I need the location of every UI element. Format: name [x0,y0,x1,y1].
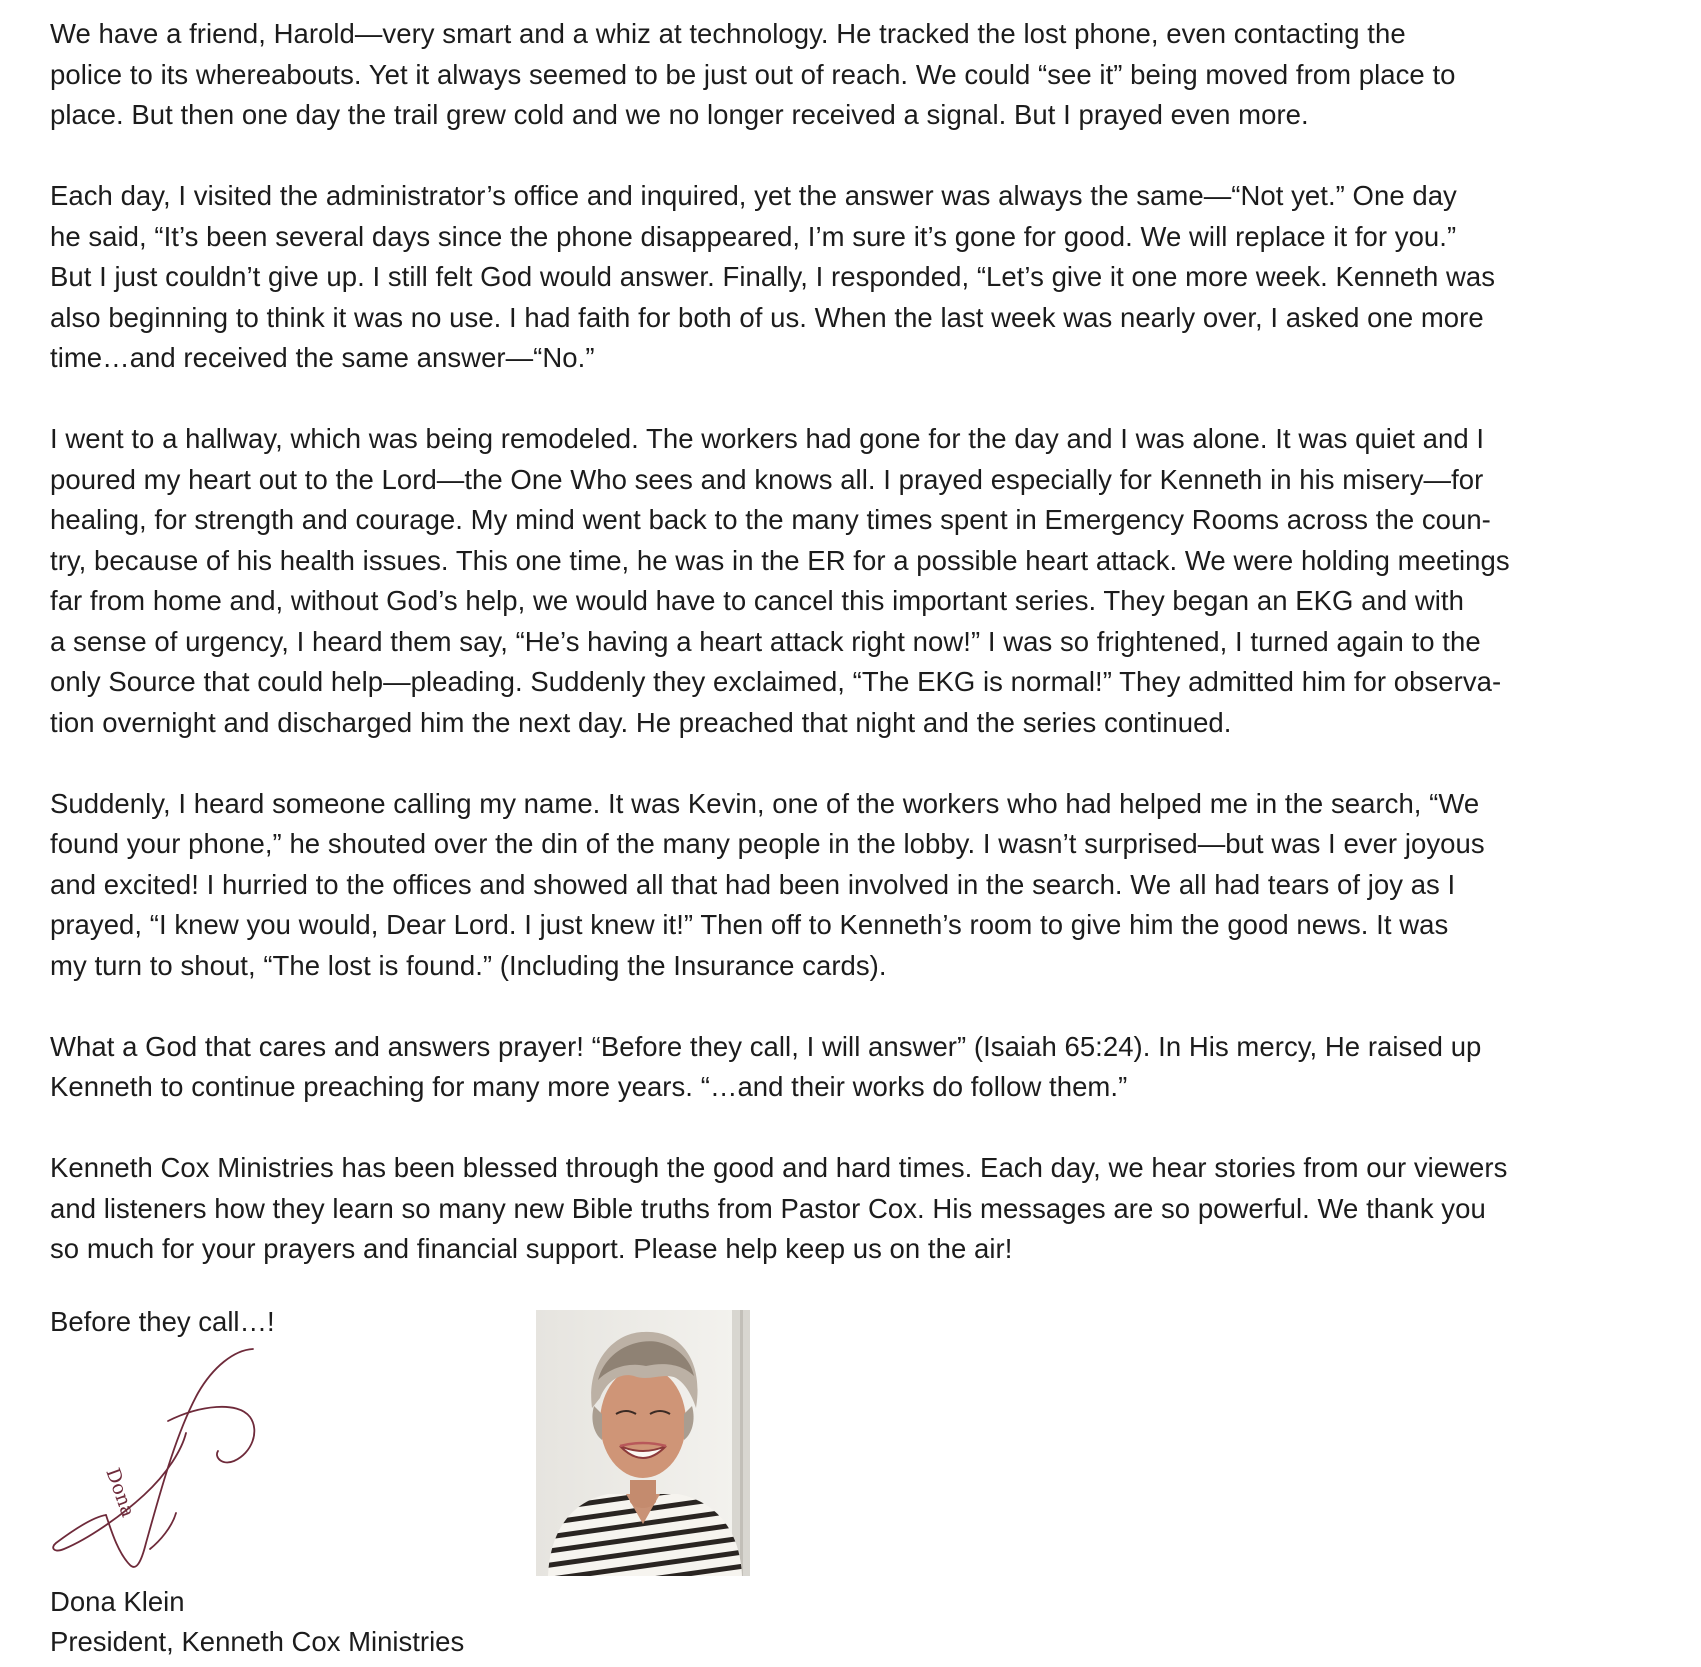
paragraph-line: tion overnight and discharged him the next day. He preached that night and the series continued. [50,706,1232,738]
paragraph-line: We have a friend, Harold—very smart and a whiz at technology. He tracked the lost phone, even contacting the [50,18,1406,49]
paragraph-line: Suddenly, I heard someone calling my name. It was Kevin, one of the workers who had helped me in the search, “We [50,787,1480,819]
paragraph-4 [50,784,1680,987]
paragraph-1 [50,14,1680,136]
closing-line: Before they call…! [50,1306,275,1337]
paragraph-line: Each day, I visited the administrator’s office and inquired, yet the answer was always the same—“Not yet.” One day [50,180,1457,211]
paragraph-line: and listeners how they learn so many new Bible truths from Pastor Cox. His messages are so powerful. We thank you [50,1192,1486,1224]
paragraph-line: a sense of urgency, I heard them say, “He’s having a heart attack right now!” I was so frightened, I turned again to the [50,625,1481,657]
letter-body [50,14,1680,1310]
paragraph-line: he said, “It’s been several days since the phone disappeared, I’m sure it’s gone for good. We will replace it for you.” [50,220,1457,252]
paragraph-line: far from home and, without God’s help, we would have to cancel this important series. They began an EKG and with [50,585,1464,616]
paragraph-line: and excited! I hurried to the offices and showed all that had been involved in the search. We all had tears of joy as I [50,868,1456,900]
paragraph-line: I went to a hallway, which was being remodeled. The workers had gone for the day and I was alone. It was quiet and I [50,423,1485,454]
paragraph-2 [50,176,1680,379]
paragraph-line: Kenneth Cox Ministries has been blessed through the good and hard times. Each day, we hear stories from our viewers [50,1152,1508,1183]
signer-title: President, Kenneth Cox Ministries [50,1626,465,1657]
signature-drawing [48,1345,268,1575]
paragraph-line: Kenneth to continue preaching for many more years. “…and their works do follow them.” [50,1071,1128,1102]
paragraph-5 [50,1027,1680,1108]
portrait-image [536,1310,750,1576]
paragraph-line: try, because of his health issues. This one time, he was in the ER for a possible heart attack. We were holding meetings [50,544,1510,576]
paragraph-line: What a God that cares and answers prayer! “Before they call, I will answer” (Isaiah 65:24). In His mercy, He raised up [50,1030,1482,1062]
paragraph-line: prayed, “I knew you would, Dear Lord. I just knew it!” Then off to Kenneth’s room to give him the good news. It was [50,909,1449,940]
signer-name: Dona Klein [50,1586,185,1617]
signature [48,1345,268,1575]
paragraph-6 [50,1148,1680,1270]
paragraph-line: also beginning to think it was no use. I had faith for both of us. When the last week was nearly over, I asked one more [50,301,1484,333]
paragraph-line: found your phone,” he shouted over the din of the many people in the lobby. I wasn’t surprised—but was I ever joyous [50,828,1485,859]
paragraph-line: only Source that could help—pleading. Suddenly they exclaimed, “The EKG is normal!” They admitted him for observa- [50,666,1502,697]
paragraph-line: place. But then one day the trail grew cold and we no longer received a signal. But I prayed even more. [50,99,1309,130]
paragraph-line: But I just couldn’t give up. I still felt God would answer. Finally, I responded, “Let’s give it one more week. Kenneth was [50,261,1496,292]
portrait-photo [536,1310,750,1576]
paragraph-line: my turn to shout, “The lost is found.” (Including the Insurance cards). [50,949,887,981]
paragraph-line: so much for your prayers and financial support. Please help keep us on the air! [50,1233,1013,1264]
signature-script: Dona [101,1465,140,1520]
paragraph-3 [50,419,1680,743]
paragraph-line: poured my heart out to the Lord—the One Who sees and knows all. I prayed especially for Kenneth in his misery—for [50,463,1484,495]
paragraph-line: police to its whereabouts. Yet it always seemed to be just out of reach. We could “see it” being moved from place to [50,58,1456,90]
paragraph-line: time…and received the same answer—“No.” [50,342,595,373]
paragraph-line: healing, for strength and courage. My mind went back to the many times spent in Emergency Rooms across the coun- [50,504,1491,535]
